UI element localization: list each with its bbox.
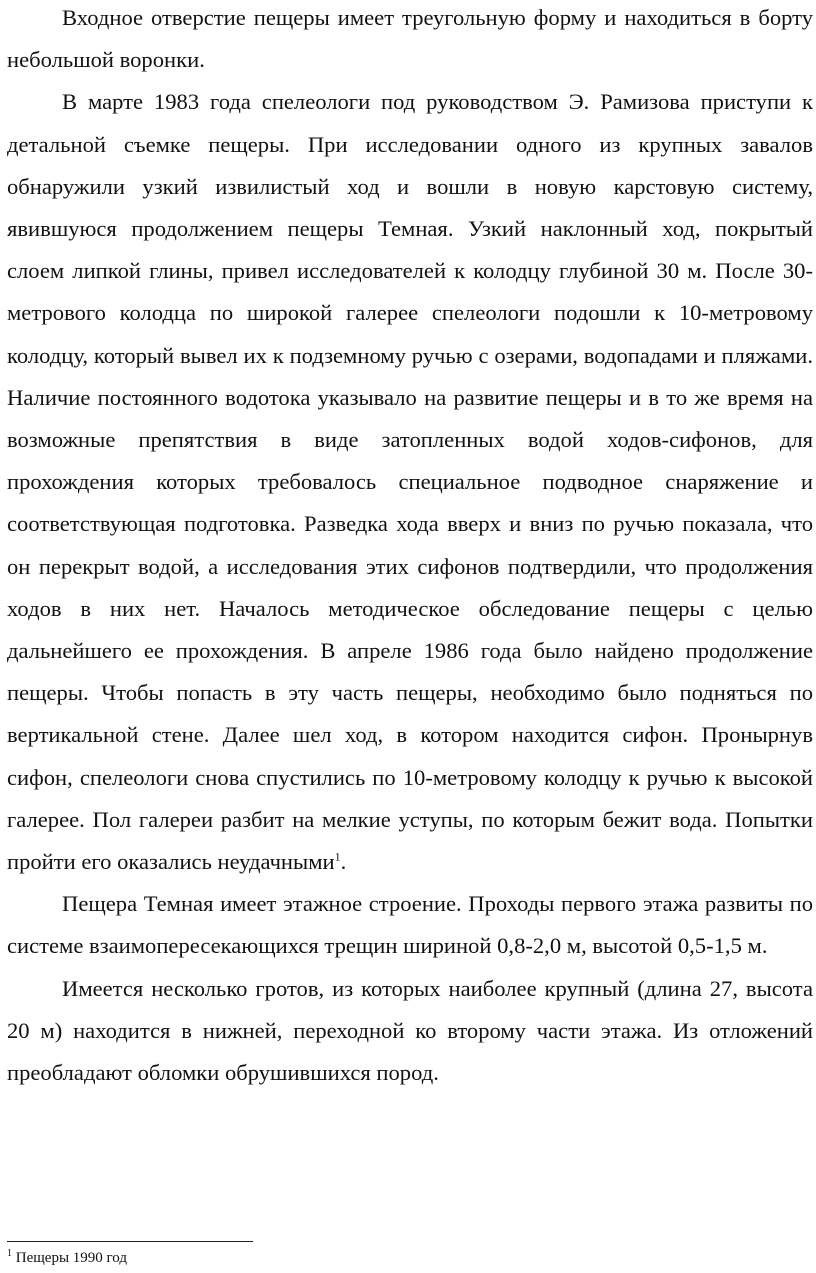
paragraph-cave-entrance <box>7 0 813 81</box>
document-body <box>7 0 813 1094</box>
paragraph-text: Имеется несколько гротов, из которых наиболее крупный (длина 27, высота 20 м) находится в нижней, переходной ко второму части этажа. Из отложений преобладают обломки обрушившихся пород. <box>7 975 813 1086</box>
paragraph-text: Пещера Темная имеет этажное строение. Проходы первого этажа развиты по системе взаимопересекающихся трещин шириной 0,8-2,0 м, высотой 0,5-1,5 м. <box>7 891 813 959</box>
footnote-text: Пещеры 1990 год <box>15 1250 128 1266</box>
footnote-reference[interactable]: 1 <box>334 849 341 864</box>
paragraph-cave-structure <box>7 883 813 967</box>
footnote <box>7 1248 127 1268</box>
paragraph-grottoes <box>7 968 813 1095</box>
footnote-separator <box>7 1241 253 1242</box>
footnote-marker: 1 <box>7 1248 12 1259</box>
paragraph-text: В марте 1983 года спелеологи под руководством Э. Рамизова приступи к детальной съемке пещеры. При исследовании одного из крупных завалов обнаружили узкий извилистый ход и вошли в новую карстовую систему, явившуюся продолжением пещеры Темная. Узкий наклонный ход, покрытый слоем липкой глины, привел исследователей к колодцу глубиной 30 м. После 30-метрового колодца по широкой галерее спелеологи подошли к 10-метровому колодцу, который вывел их к подземному ручью с озерами, водопадами и пляжами. Наличие постоянного водотока указывало на развитие пещеры и в то же время на возможные препятствия в виде затопленных водой ходов-сифонов, для прохождения которых требовалось специальное подводное снаряжение и соответствующая подготовка. Разведка хода вверх и вниз по ручью показала, что он перекрыт водой, а исследования этих сифонов подтвердили, что продолжения ходов в них нет. Началось методическое обследование пещеры с целью дальнейшего ее прохождения. В апреле 1986 года было найдено продолжение пещеры. Чтобы попасть в эту часть пещеры, необходимо было подняться по вертикальной стене. Далее шел ход, в котором находится сифон. Пронырнув сифон, спелеологи снова спустились по 10-метровому колодцу к ручью к высокой галерее. Пол галереи разбит на мелкие уступы, по которым бежит вода. Попытки пройти его оказались неудачными <box>7 89 813 875</box>
paragraph-exploration-history <box>7 81 813 883</box>
paragraph-trailing-punctuation: . <box>340 849 347 875</box>
paragraph-text: Входное отверстие пещеры имеет треугольную форму и находиться в борту небольшой воронки. <box>7 5 813 73</box>
